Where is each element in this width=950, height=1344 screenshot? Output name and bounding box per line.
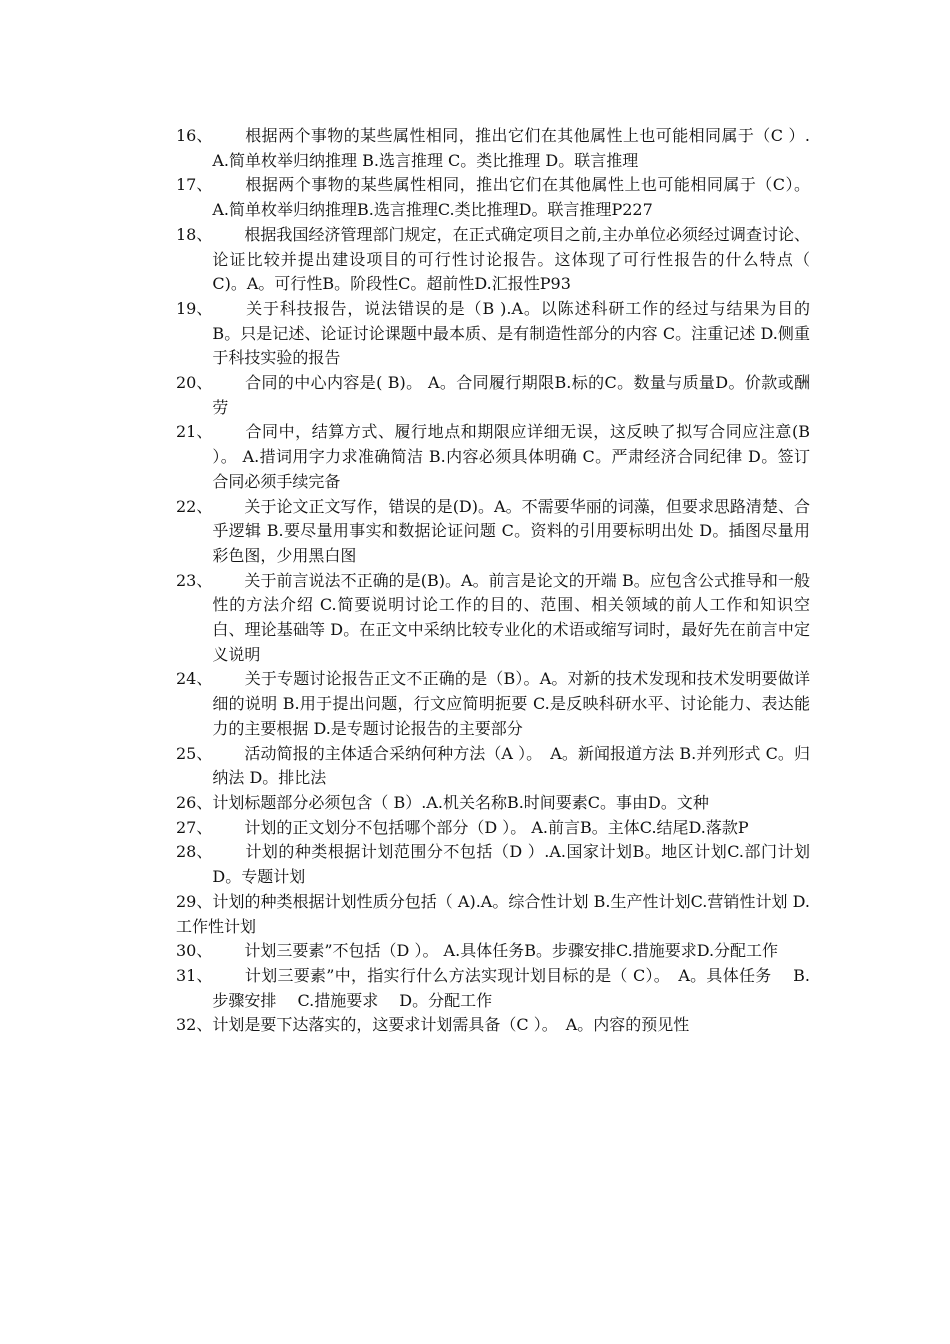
document-page	[176, 124, 810, 1038]
question-number: 19、	[176, 298, 213, 318]
question-21	[176, 420, 810, 494]
question-16	[176, 124, 810, 173]
question-31	[176, 964, 810, 1013]
question-19	[176, 297, 810, 371]
question-text: 合同的中心内容是( B)。 A。合同履行期限B.标的C。数量与质量D。价款或酬劳	[212, 373, 810, 417]
question-number: 26、	[176, 792, 213, 812]
question-text: 计划三要素”中，指实行什么方法实现计划目标的是（ C）。 A。具体任务 B.步骤安排 C.措施要求 D。分配工作	[212, 965, 810, 1010]
question-number: 18、	[176, 224, 213, 244]
question-number: 27、	[176, 817, 213, 837]
question-text: 关于前言说法不正确的是(B)。A。前言是论文的开端 B。应包含公式推导和一般性的方法介绍 C.简要说明讨论工作的目的、范围、相关领域的前人工作和知识空白、理论基础等 D。在正文中采纳比较专业化的术语或缩写词时，最好先在前言中定义说明	[212, 570, 810, 664]
question-32	[176, 1013, 810, 1038]
question-text: 计划的种类根据计划性质分包括（ A).A。综合性计划 B.生产性计划C.营销性计划 D.工作性计划	[176, 891, 810, 936]
question-number: 28、	[176, 842, 213, 862]
question-23	[176, 569, 810, 668]
question-text: 计划三要素”不包括（D ）。 A.具体任务B。步骤安排C.措施要求D.分配工作	[212, 941, 779, 961]
question-number: 23、	[176, 570, 213, 590]
question-28	[176, 840, 810, 889]
question-number: 21、	[176, 422, 213, 442]
question-29	[176, 890, 810, 939]
question-number: 17、	[176, 175, 213, 195]
question-number: 29、	[176, 891, 213, 911]
question-25	[176, 742, 810, 791]
question-number: 30、	[176, 941, 213, 961]
question-18	[176, 223, 810, 297]
question-number: 24、	[176, 669, 213, 689]
question-text: 计划的正文划分不包括哪个部分（D ）。 A.前言B。主体C.结尾D.落款P	[212, 817, 749, 837]
question-26	[176, 791, 810, 816]
question-number: 20、	[176, 373, 213, 393]
question-text: 计划的种类根据计划范围分不包括（D ）.A.国家计划B。地区计划C.部门计划D。专题计划	[212, 842, 810, 887]
question-20	[176, 371, 810, 420]
question-text: 活动简报的主体适合采纳何种方法（A ）。 A。新闻报道方法 B.并列形式 C。归纳法 D。排比法	[212, 743, 810, 788]
question-22	[176, 495, 810, 569]
question-27	[176, 816, 810, 841]
question-number: 31、	[176, 965, 213, 985]
question-text: 关于专题讨论报告正文不正确的是（B）。A。对新的技术发现和技术发明要做详细的说明 B.用于提出问题，行文应简明扼要 C.是反映科研水平、讨论能力、表达能力的主要根据 D.是专题讨论报告的主要部分	[212, 669, 810, 738]
question-number: 32、	[176, 1015, 213, 1035]
question-text: 根据我国经济管理部门规定，在正式确定项目之前,主办单位必须经过调查讨论、论证比较并提出建设项目的可行性讨论报告。这体现了可行性报告的什么特点（ C)。A。可行性B。阶段性C。超前性D.汇报性P93	[212, 224, 810, 294]
question-number: 16、	[176, 126, 213, 145]
question-number: 25、	[176, 743, 213, 763]
question-text: 根据两个事物的某些属性相同，推出它们在其他属性上也可能相同属于（C）。 A.简单枚举归纳推理B.选言推理C.类比推理D。联言推理P227	[212, 175, 810, 220]
question-text: 计划是要下达落实的，这要求计划需具备（C ）。 A。内容的预见性	[212, 1015, 690, 1035]
question-24	[176, 667, 810, 741]
question-text: 计划标题部分必须包含（ B）.A.机关名称B.时间要素C。事由D。文种	[212, 792, 709, 812]
question-text: 关于科技报告，说法错误的是（B ).A。以陈述科研工作的经过与结果为目的 B。只是记述、论证讨论课题中最本质、是有制造性部分的内容 C。注重记述 D.侧重于科技实验的报告	[212, 298, 810, 368]
question-text: 根据两个事物的某些属性相同，推出它们在其他属性上也可能相同属于（C ）. A.简单枚举归纳推理 B.选言推理 C。类比推理 D。联言推理	[212, 126, 810, 170]
question-number: 22、	[176, 496, 213, 516]
question-text: 关于论文正文写作，错误的是(D)。A。不需要华丽的词藻，但要求思路清楚、合乎逻辑 B.要尽量用事实和数据论证问题 C。资料的引用要标明出处 D。插图尽量用彩色图，少用黑白图	[212, 496, 810, 565]
question-30	[176, 939, 810, 964]
question-text: 合同中，结算方式、履行地点和期限应详细无误，这反映了拟写合同应注意(B ）。 A.措词用字力求准确简洁 B.内容必须具体明确 C。严肃经济合同纪律 D。签订合同必须手续完备	[212, 422, 810, 491]
question-17	[176, 173, 810, 222]
